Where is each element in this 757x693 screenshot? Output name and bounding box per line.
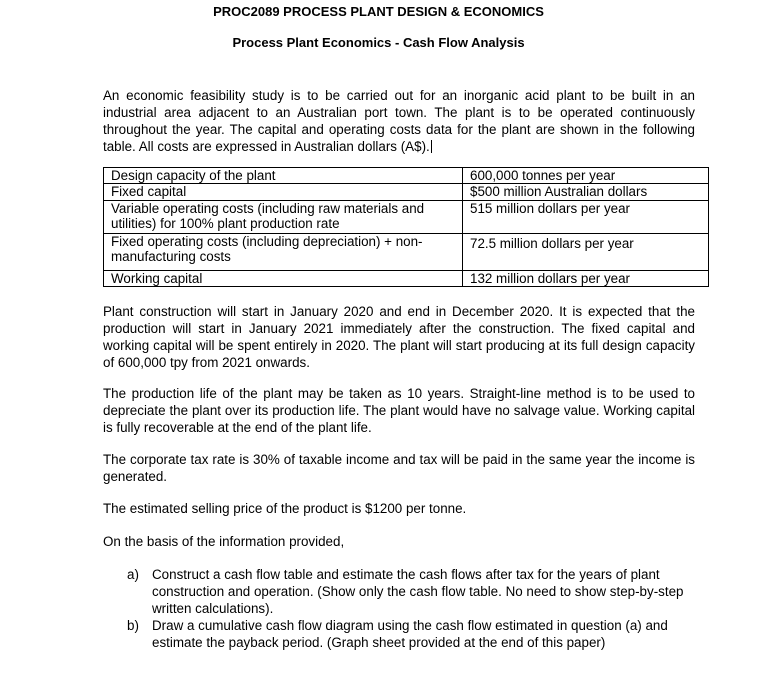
intro-paragraph xyxy=(103,87,695,155)
table-row xyxy=(104,168,709,184)
question-a xyxy=(127,566,697,617)
production-life-paragraph: The production life of the plant may be taken as 10 years. Straight-line method is to be used to depreciate the plant over its production life. The plant would have no salvage value. Working capital is fully recoverable at the end of the plant life. xyxy=(103,386,695,435)
text-cursor xyxy=(431,140,432,153)
question-list xyxy=(127,566,697,651)
table-cell-label: Fixed operating costs (including depreciation) + non-manufacturing costs xyxy=(104,234,463,271)
document-subtitle: Process Plant Economics - Cash Flow Analysis xyxy=(232,35,525,50)
question-marker: b) xyxy=(127,618,139,633)
basis-paragraph: On the basis of the information provided, xyxy=(103,534,345,549)
table-cell-label: Variable operating costs (including raw materials and utilities) for 100% plant production rate xyxy=(104,201,463,234)
price-paragraph: The estimated selling price of the product is $1200 per tonne. xyxy=(103,501,467,516)
table-cell-value: 132 million dollars per year xyxy=(463,271,709,287)
cost-data-table xyxy=(103,167,709,287)
table-cell-value: 72.5 million dollars per year xyxy=(463,234,709,271)
question-marker: a) xyxy=(127,567,139,582)
question-b xyxy=(127,617,697,651)
table-cell-value: $500 million Australian dollars xyxy=(463,184,709,201)
document-title: PROC2089 PROCESS PLANT DESIGN & ECONOMICS xyxy=(213,4,544,19)
question-text: Draw a cumulative cash flow diagram using the cash flow estimated in question (a) and estimate the payback period. (Graph sheet provided at the end of this paper) xyxy=(152,618,668,650)
question-text: Construct a cash flow table and estimate the cash flows after tax for the years of plant construction and operation. (Show only the cash flow table. No need to show step-by-step written calculations). xyxy=(152,567,684,616)
table-cell-label: Working capital xyxy=(104,271,463,287)
table-row xyxy=(104,271,709,287)
table-cell-value: 515 million dollars per year xyxy=(463,201,709,234)
construction-paragraph: Plant construction will start in January 2020 and end in December 2020. It is expected that the production will start in January 2021 immediately after the construction. The fixed capital and working capital will be spent entirely in 2020. The plant will start producing at its full design capacity of 600,000 tpy from 2021 onwards. xyxy=(103,304,695,370)
table-cell-label: Design capacity of the plant xyxy=(104,168,463,184)
intro-text: An economic feasibility study is to be carried out for an inorganic acid plant to be built in an industrial area adjacent to an Australian port town. The plant is to be operated continuously throughout the year. The capital and operating costs data for the plant are shown in the following table. All costs are expressed in Australian dollars (A$). xyxy=(103,88,695,154)
tax-paragraph: The corporate tax rate is 30% of taxable income and tax will be paid in the same year the income is generated. xyxy=(103,452,695,484)
table-row xyxy=(104,234,709,271)
table-row xyxy=(104,184,709,201)
table-cell-value: 600,000 tonnes per year xyxy=(463,168,709,184)
table-row xyxy=(104,201,709,234)
table-cell-label: Fixed capital xyxy=(104,184,463,201)
